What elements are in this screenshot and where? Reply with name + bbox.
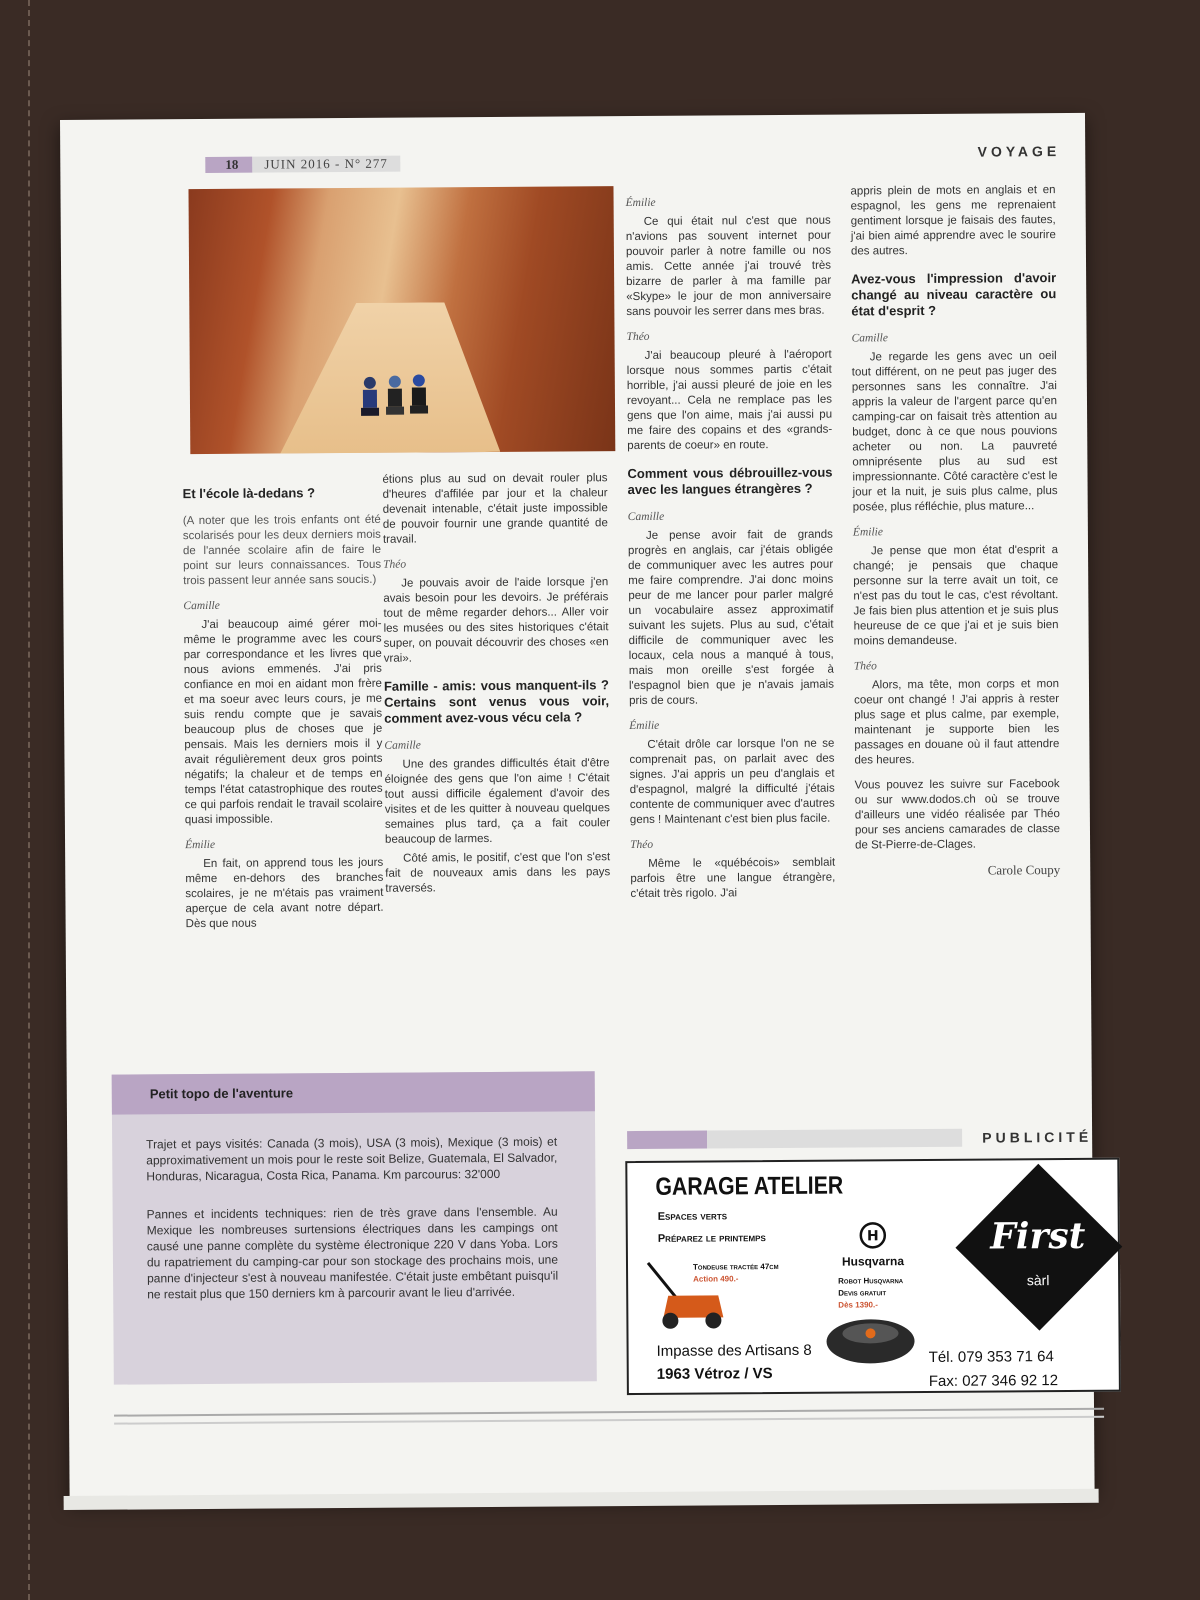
topo-title: Petit topo de l'aventure — [112, 1071, 595, 1114]
first-logo-text: First — [990, 1214, 1086, 1258]
section-heading-family: Famille - amis: vous manquent-ils ? Certains sont venus vous voir, comment avez-vous vécu cela ? — [383, 677, 610, 726]
paragraph: étions plus au sud on devait rouler plus d'heures d'affilée par jour et la chaleur devenait intenable, c'était juste impossible de pouvoir fournir une grande quantité de travail. — [382, 472, 608, 546]
paragraph: Côté amis, le positif, c'est que l'on s'est fait de nouveaux amis dans les pays traversés. — [385, 851, 611, 895]
publicity-label: PUBLICITÉ — [982, 1128, 1093, 1146]
husqvarna-crown-icon — [859, 1221, 887, 1249]
ad-address-street: Impasse des Artisans 8 — [656, 1341, 812, 1360]
speaker-label: Émilie — [185, 838, 216, 852]
intro-note: (A noter que les trois enfants ont été scolarisés pour les deux derniers mois de l'année scolaire afin de faire le point sur leurs connaissances. Tous trois passent leur année sans soucis.) — [182, 513, 382, 588]
robot-mower-icon — [823, 1311, 918, 1367]
background-stitching — [28, 0, 34, 1600]
speaker-label: Camille — [384, 739, 421, 752]
page-header-left — [205, 155, 455, 173]
topo-box — [112, 1071, 597, 1384]
publicity-bar — [627, 1128, 1102, 1149]
paragraph: En fait, on apprend tous les jours même en-dehors des branches scolaires, je ne m'étais pas vraiment aperçue de cela avant notre départ. Dès que nous — [185, 856, 384, 931]
speaker-label: Camille — [627, 510, 665, 524]
ad-telephone: Tél. 079 353 71 64 — [928, 1348, 1054, 1366]
magazine-page — [60, 113, 1095, 1500]
paragraph: Une des grandes difficultés était d'être éloignée des gens que l'on aime ! C'était tout aussi difficile également d'avoir des visites et de les quitter à nouveau quelques semaines plus tard, ça a fait couler beaucoup de larmes. — [384, 757, 610, 846]
paragraph: J'ai beaucoup pleuré à l'aéroport lorsque nous sommes partis c'était horrible, j'ai aussi pleuré de joie en les revoyant... Cela ne remplace pas les gens que l'on aime, mais j'ai aussi pu me faire des copains et des «grands-parents de coeur» en route. — [626, 348, 833, 453]
ad-robot-label: Robot Husqvarna — [838, 1276, 904, 1286]
ad-fax: Fax: 027 346 92 12 — [928, 1372, 1059, 1390]
ad-company-name: GARAGE ATELIER — [655, 1171, 844, 1201]
section-heading-languages: Comment vous débrouillez-vous avec les langues étrangères ? — [627, 464, 833, 498]
paragraph: C'était drôle car lorsque l'on ne se comprenait pas, on parlait avec des signes. J'ai appris un peu d'anglais et d'espagnol, malgré la difficulté j'étais contente de communiquer avec d'autres gens ! Maintenant c'est bien plus facile. — [629, 737, 835, 827]
ad-line: Espaces verts — [657, 1210, 728, 1223]
paragraph: J'ai beaucoup aimé gérer moi-même le programme avec les cours par correspondance et les livres que nous avions emmenés. J'ai pris confiance en moi en aidant mon frère et ma soeur avec leurs cours, je me suis rendu compte que je savais beaucoup plus de choses que je pensais. Mais les derniers mois il y avait régulièrement deux gros points négatifs; la chaleur et de temps en temps l'état catastrophique des routes ce qui parfois rendait le travail scolaire quasi impossible. — [183, 617, 383, 827]
paragraph: Je pouvais avoir de l'aide lorsque j'en avais besoin pour les devoirs. Je préférais tout de même regarder dehors... Aller voir les musées ou des sites historiques c'était super, on pouvait découvrir des choses «en vrai». — [383, 576, 609, 665]
ad-robot-quote: Devis gratuit — [838, 1288, 887, 1298]
paragraph: appris plein de mots en anglais et en espagnol, les gens me reprenaient gentiment lorsque je faisais des fautes, j'ai bien aimé apprendre avec le sourire des autres. — [850, 184, 1056, 258]
article-column-4 — [850, 183, 1060, 878]
topo-paragraph: Trajet et pays visités: Canada (3 mois), USA (3 mois), Mexique (3 mois) et approximativement un mois pour le reste soit Belize, Guatemala, El Salvador, Honduras, Nicaragua, Costa Rica, Panama. Km parcourus: 32'000 — [146, 1134, 558, 1184]
paragraph: Même le «québécois» semblait parfois être une langue étrangère, c'était très rigolo. J'ai — [630, 856, 836, 901]
svg-text:H: H — [866, 1228, 879, 1245]
ad-robot-price: Dès 1390.- — [838, 1300, 878, 1310]
brand-name: Husqvarna — [841, 1254, 905, 1269]
children-figures — [355, 372, 440, 423]
speaker-label: Théo — [383, 558, 407, 571]
canyon-photo — [188, 186, 615, 454]
paragraph: Je pense avoir fait de grands progrès en anglais, car j'étais obligée de communiquer avec les autres pour me faire comprendre. J'ai donc moins peur de me lancer pour parler malgré un vocabulaire assez approximatif suivant les sujets. Plus au sud, c'était difficile de communiquer avec les locaux, cela nous a manqué à tous, mais mon oreille s'est forgée à l'espagnol bien que je n'avais jamais pris de cours. — [627, 528, 835, 708]
speaker-label: Camille — [851, 332, 889, 345]
paragraph: Ce qui était nul c'est que nous n'avions pas souvent internet pour pouvoir parler à notre famille ou nos amis. Cette année j'ai trouvé très bizarre de parler à ma famille par «Skype» le jour de mon anniversaire sans pouvoir les serrer dans mes bras. — [625, 214, 832, 319]
advertisement — [625, 1158, 1121, 1395]
article-column-1 — [182, 473, 383, 936]
paragraph: Je regarde les gens avec un oeil tout différent, on ne peut pas juger des personnes sans les connaître. J'ai appris la valeur de l'argent parce qu'en camping-car on faisait très attention au budget, donc à ce que nous pouvions acheter ou non. La pauvreté omniprésente plus au sud est impressionnante. Côté caractère c'est le jour et la nuit, je suis plus calme, plus posée, plus réfléchie, plus mature... — [851, 350, 1058, 514]
paragraph: Alors, ma tête, mon corps et mon coeur ont changé ! J'ai appris à rester plus sage et plus calme, par exemple, maintenant je supporte bien les passages en douane où il faut attendre des heures. — [854, 678, 1060, 767]
page-number: 18 — [205, 157, 252, 173]
speaker-label: Émilie — [629, 719, 660, 733]
husqvarna-brand — [838, 1221, 908, 1268]
speaker-label: Théo — [626, 330, 650, 344]
ad-mower-label: Tondeuse tractée 47cm — [692, 1262, 779, 1272]
author-signature: Carole Coupy — [987, 862, 1061, 878]
speaker-label: Théo — [630, 838, 654, 852]
ad-line: Préparez le printemps — [657, 1232, 766, 1245]
closing-paragraph: Vous pouvez les suivre sur Facebook ou sur www.dodos.ch où se trouve d'ailleurs une vidéo réalisée par Théo pour ses anciens camarades de classe de St-Pierre-de-Clages. — [854, 778, 1061, 852]
speaker-label: Émilie — [852, 526, 883, 539]
section-heading-character: Avez-vous l'impression d'avoir changé au niveau caractère ou état d'esprit ? — [851, 270, 1057, 319]
topo-paragraph: Pannes et incidents techniques: rien de très grave dans l'ensemble. Au Mexique les nombreuses surtensions électriques dans les campings ont causé une panne complète du système électronique 220 V dans Yoba. Lors du rapatriement du camping-car pour son stockage des prochains mois, une panne d'injecteur s'est à nouveau manifestée. C'était juste embêtant puisqu'il ne restait plus que 150 derniers km à parcourir avant le lieu d'arrivée. — [146, 1204, 559, 1302]
speaker-label: Camille — [183, 599, 220, 613]
section-title: VOYAGE — [977, 143, 1061, 160]
speaker-label: Émilie — [625, 196, 656, 210]
footer-rule — [114, 1408, 1104, 1425]
paragraph: Je pense que mon état d'esprit a changé; je pensais que chaque personne sur la terre avait un toit, ce n'est pas du tout le cas, c'est révoltant. Je fais bien plus attention et je suis plus heureuse de ce que j'ai et je suis bien moins demandeuse. — [853, 544, 1059, 648]
speaker-label: Théo — [853, 660, 877, 673]
ad-address-city: 1963 Vétroz / VS — [656, 1365, 773, 1383]
ad-mower-price: Action 490.- — [693, 1274, 739, 1284]
article-column-2 — [382, 471, 610, 901]
article-column-3 — [626, 195, 836, 906]
section-heading-school: Et l'école là-dedans ? — [182, 485, 316, 502]
issue-date: JUIN 2016 - N° 277 — [252, 156, 400, 173]
first-logo-sub: sàrl — [1026, 1272, 1050, 1289]
